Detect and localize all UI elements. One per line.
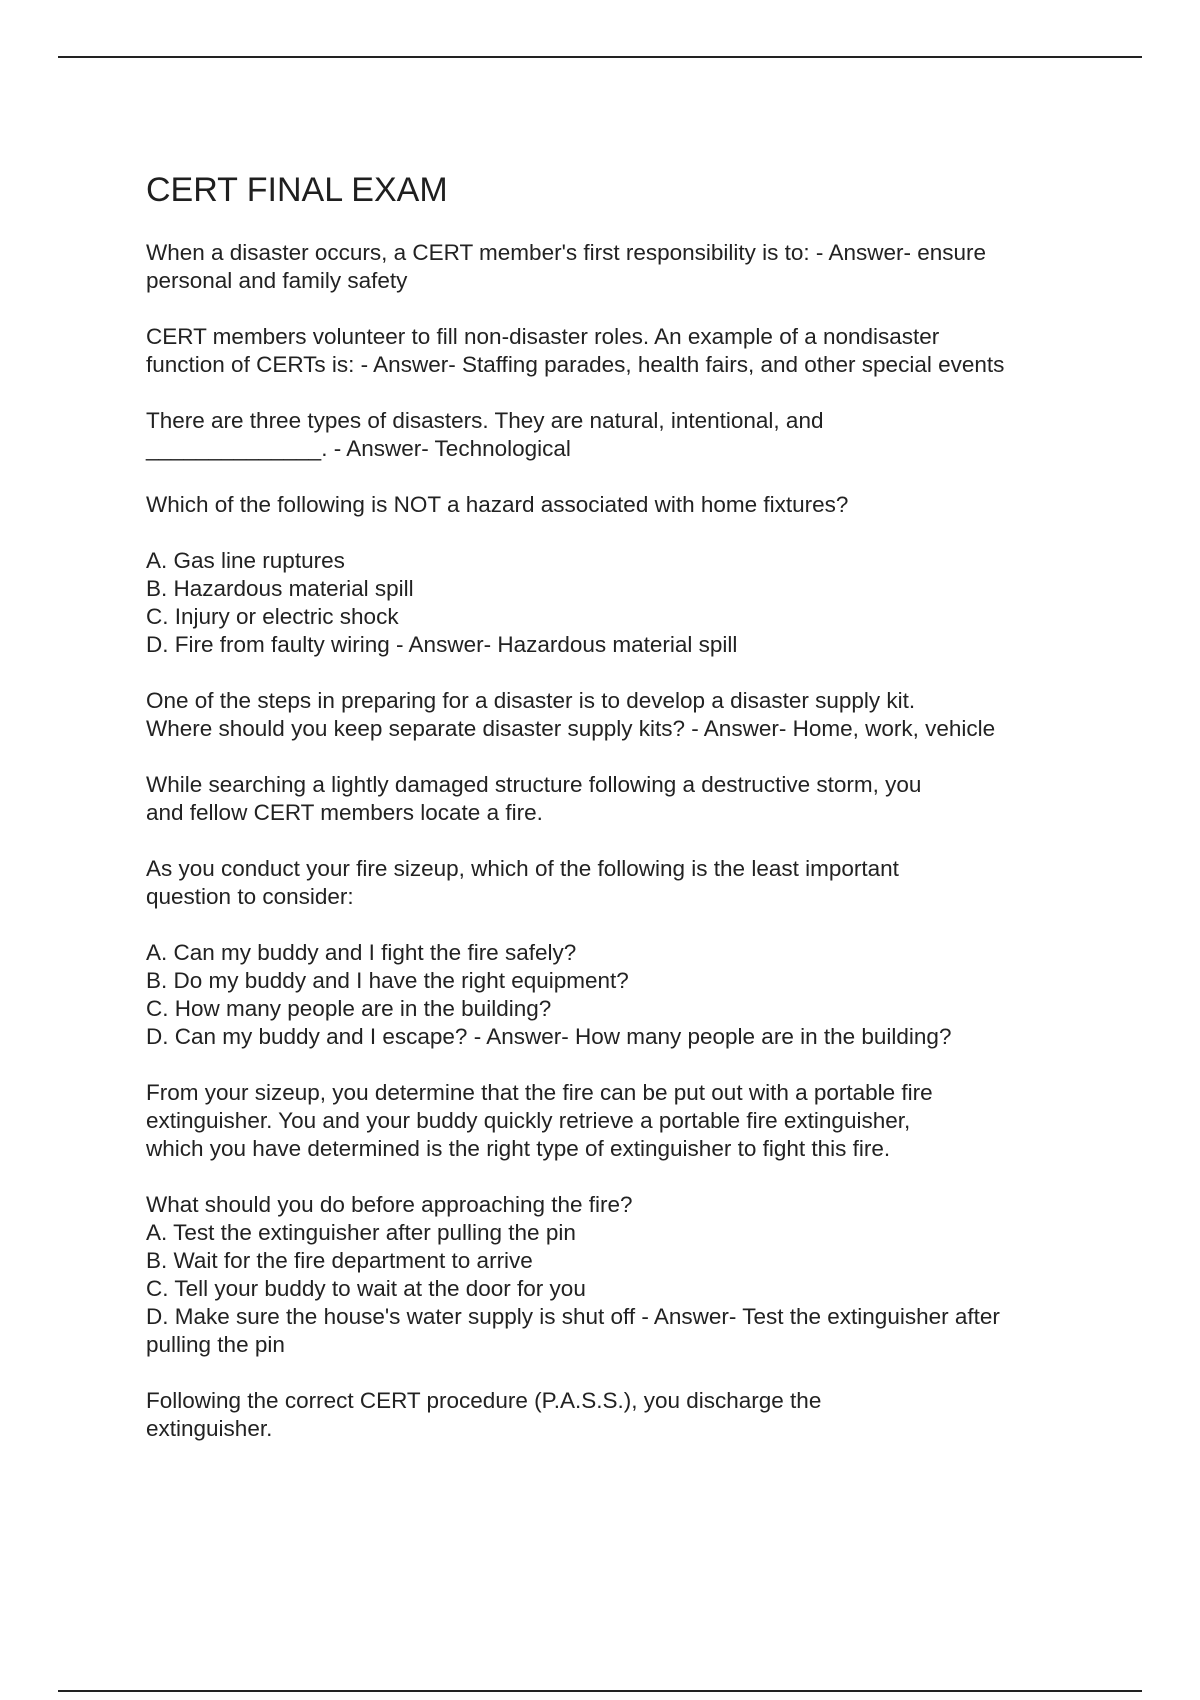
- question-1: When a disaster occurs, a CERT member's first responsibility is to: - Answer- ensure personal and family safety: [146, 239, 987, 293]
- question-7-stem: What should you do before approaching the fire?: [146, 1191, 633, 1217]
- question-6-stem: As you conduct your fire sizeup, which of the following is the least important question to consider:: [146, 855, 899, 909]
- scenario-2: From your sizeup, you determine that the fire can be put out with a portable fire extinguisher. You and your buddy quickly retrieve a portable fire extinguisher, which you have determined is the right type of extinguisher to fight this fire.: [146, 1079, 933, 1161]
- question-5: One of the steps in preparing for a disaster is to develop a disaster supply kit. Where should you keep separate disaster supply kits? - Answer- Home, work, vehicle: [146, 687, 996, 741]
- top-rule: [58, 56, 1142, 58]
- option-item: B. Wait for the fire department to arrive: [146, 1247, 533, 1273]
- question-3: There are three types of disasters. They are natural, intentional, and ______________. - Answer- Technological: [146, 407, 824, 461]
- option-item: A. Can my buddy and I fight the fire safely?: [146, 939, 577, 965]
- document-body: [146, 170, 1096, 1471]
- question-7-options: [146, 1219, 1096, 1359]
- question-4-stem: Which of the following is NOT a hazard associated with home fixtures?: [146, 491, 849, 517]
- bottom-rule: [58, 1690, 1142, 1692]
- scenario-1: While searching a lightly damaged structure following a destructive storm, you and fellow CERT members locate a fire.: [146, 771, 922, 825]
- document-title: CERT FINAL EXAM: [146, 171, 448, 209]
- option-item: B. Hazardous material spill: [146, 575, 414, 601]
- option-item: C. Injury or electric shock: [146, 603, 399, 629]
- question-6-options: [146, 939, 1096, 1051]
- option-item: D. Fire from faulty wiring - Answer- Hazardous material spill: [146, 631, 738, 657]
- question-4-options: [146, 547, 1096, 659]
- option-item: C. Tell your buddy to wait at the door for you: [146, 1275, 586, 1301]
- option-item: A. Gas line ruptures: [146, 547, 345, 573]
- option-item: B. Do my buddy and I have the right equipment?: [146, 967, 629, 993]
- option-item: D. Can my buddy and I escape? - Answer- How many people are in the building?: [146, 1023, 952, 1049]
- option-item: D. Make sure the house's water supply is shut off - Answer- Test the extinguisher after pulling the pin: [146, 1303, 1000, 1357]
- option-item: C. How many people are in the building?: [146, 995, 552, 1021]
- question-2: CERT members volunteer to fill non-disaster roles. An example of a nondisaster function of CERTs is: - Answer- Staffing parades, health fairs, and other special events: [146, 323, 1005, 377]
- question-8: Following the correct CERT procedure (P.A.S.S.), you discharge the extinguisher.: [146, 1387, 822, 1441]
- option-item: A. Test the extinguisher after pulling the pin: [146, 1219, 576, 1245]
